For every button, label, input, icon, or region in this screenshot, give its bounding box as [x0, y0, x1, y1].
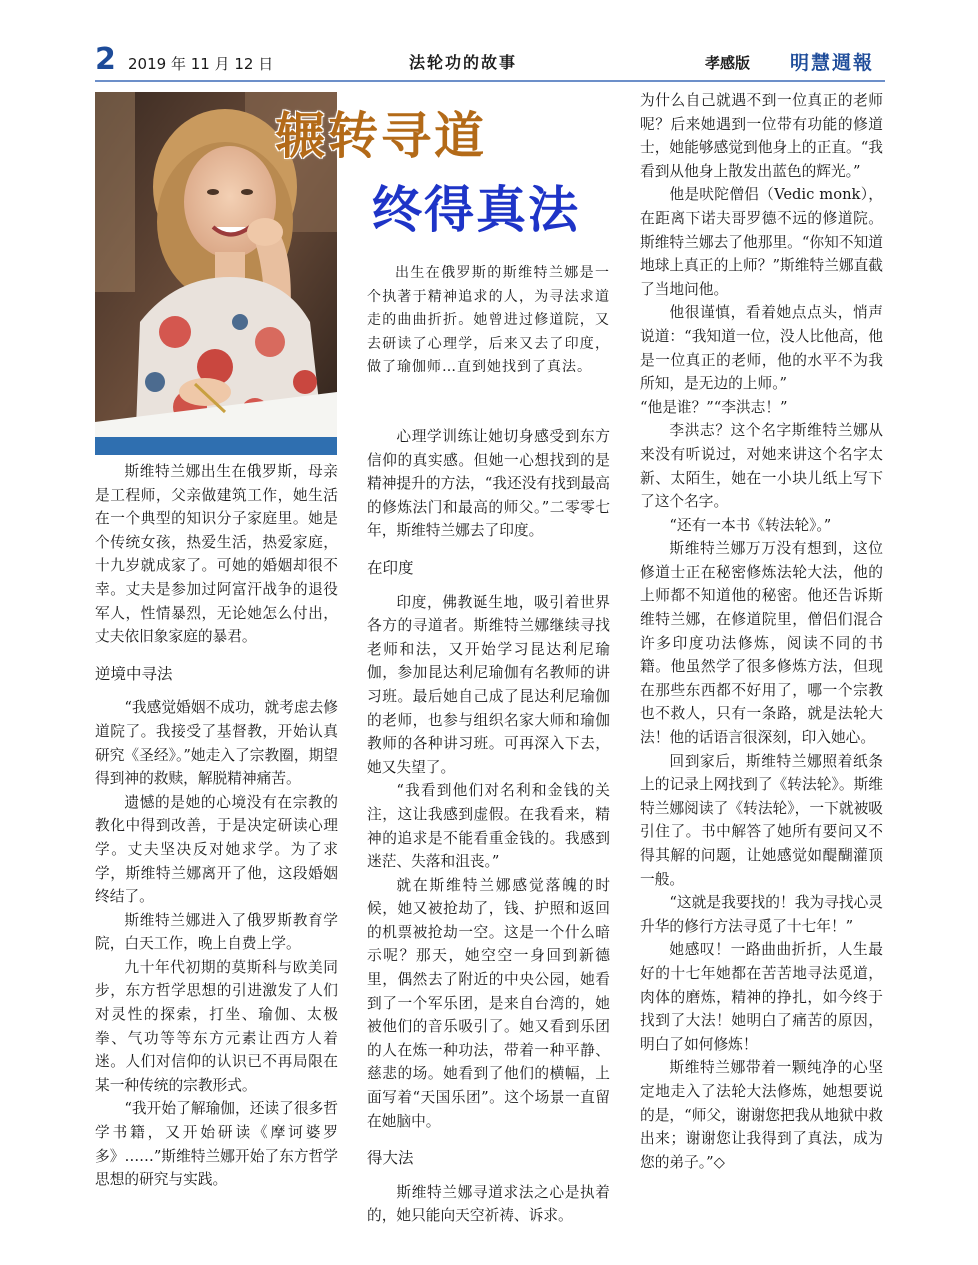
- section-title: 法轮功的故事: [409, 53, 518, 72]
- paragraph: 她感叹！一路曲曲折折，人生最好的十七年她都在苦苦地寻法觅道，肉体的磨炼，精神的挣扎，如今终于找到了大法！她明白了痛苦的原因，明白了如何修炼！: [640, 941, 883, 1053]
- paragraph: 心理学训练让她切身感受到东方信仰的真实感。但她一心想找到的是精神提升的方法，“我还没有找到最高的修炼法门和最高的师父。”二零零七年，斯维特兰娜去了印度。: [367, 428, 610, 540]
- article-title-line2: 终得真法: [372, 180, 580, 239]
- masthead: 明慧週報: [790, 52, 875, 74]
- edition-label: 孝感版: [705, 54, 751, 72]
- page-number: 2: [95, 42, 116, 77]
- paragraph: 斯维特兰娜寻道求法之心是执着的，她只能向天空祈祷、诉求。: [367, 1183, 610, 1225]
- paragraph: 斯维特兰娜万万没有想到，这位修道士正在秘密修炼法轮大法，他的上师都不知道他的秘密。他还告诉斯维特兰娜，在修道院里，僧侣们混合许多印度功法修炼，阅读不同的书籍。他虽然学了很多修炼方法，但现在那些东西都不好用了，哪一个宗教也不救人，只有一条路，就是法轮大法！他的话语言很深刻，印入她心。: [640, 540, 883, 747]
- page-header: [95, 42, 885, 78]
- issue-date: 2019 年 11 月 12 日: [128, 55, 274, 73]
- paragraph: 回到家后，斯维特兰娜照着纸条上的记录上网找到了《转法轮》。斯维特兰娜阅读了《转法轮》，一下就被吸引住了。书中解答了她所有要问又不得其解的问题，让她感觉如醍醐灌顶一般。: [640, 752, 883, 888]
- subheading: 在印度: [367, 558, 414, 577]
- paragraph: 斯维特兰娜进入了俄罗斯教育学院，白天工作，晚上自费上学。: [95, 911, 338, 953]
- paragraph: 就在斯维特兰娜感觉落魄的时候，她又被抢劫了，钱、护照和返回的机票被抢劫一空。这是一个什么暗示呢？那天，她空空一身回到新德里，偶然去了附近的中央公园，她看到了一个军乐团，是来自台湾的，她被他们的音乐吸引了。她又看到乐团的人在炼一种功法，带着一种平静、慈悲的场。她看到了他们的横幅，上面写着“天国乐团”。这个场景一直留在她脑中。: [367, 876, 610, 1130]
- paragraph: 印度，佛教诞生地，吸引着世界各方的寻道者。斯维特兰娜继续寻找老师和法，又开始学习昆达利尼瑜伽，参加昆达利尼瑜伽有名教师的讲习班。最后她自己成了昆达利尼瑜伽的老师，也参与组织名家大师和瑜伽教师的各种讲习班。可再深入下去，她又失望了。: [367, 593, 610, 776]
- paragraph: 遗憾的是她的心境没有在宗教的教化中得到改善，于是决定研读心理学。丈夫坚决反对她求学。为了求学，斯维特兰娜离开了他，这段婚姻终结了。: [95, 793, 338, 906]
- paragraph: 为什么自己就遇不到一位真正的老师呢？后来她遇到一位带有功能的修道士，她能够感觉到他身上的正直。“我看到从他身上散发出蓝色的辉光。”: [640, 92, 883, 180]
- paragraph: 他是吠陀僧侣（Vedic monk），在距离下诺夫哥罗德不远的修道院。斯维特兰娜去了他那里。“你知不知道地球上真正的上师？”斯维特兰娜直截了当地问他。: [640, 186, 883, 298]
- paragraph: “我感觉婚姻不成功，就考虑去修道院了。我接受了基督教，开始认真研究《圣经》。”她走入了宗教圈，期望得到神的救赎，解脱精神痛苦。: [95, 699, 338, 788]
- header-rule: [95, 80, 885, 82]
- paragraph: 九十年代初期的莫斯科与欧美同步，东方哲学思想的引进激发了人们对灵性的探索，打坐、瑜伽、太极拳、气功等等东方元素让西方人着迷。人们对信仰的认识已不再局限在某一种传统的宗教形式。: [95, 958, 338, 1094]
- paragraph: “还有一本书《转法轮》。”: [669, 516, 832, 534]
- paragraph: 斯维特兰娜带着一颗纯净的心坚定地走入了法轮大法修炼，她想要说的是，“师父，谢谢您把我从地狱中救出来；谢谢您让我得到了真法，成为您的弟子。”◇: [640, 1059, 883, 1171]
- column-2: [367, 425, 610, 1228]
- subheading: 得大法: [367, 1149, 414, 1168]
- subheading: 逆境中寻法: [95, 664, 173, 683]
- paragraph: 李洪志？这个名字斯维特兰娜从来没有听说过，对她来讲这个名字太新、太陌生，她在一小块儿纸上写下了这个名字。: [640, 422, 883, 511]
- paragraph: 他很谨慎，看着她点点头，悄声说道：“我知道一位，没人比他高，他是一位真正的老师，他的水平不为我所知，是无边的上师。”: [640, 304, 883, 393]
- paragraph: “我看到他们对名利和金钱的关注，这让我感到虚假。在我看来，精神的追求是不能看重金钱的。我感到迷茫、失落和沮丧。”: [367, 782, 610, 871]
- paragraph: “我开始了解瑜伽，还读了很多哲学书籍，又开始研读《摩诃婆罗多》……”斯维特兰娜开始了东方哲学思想的研究与实践。: [95, 1100, 338, 1189]
- article-title-line1: 辗转寻道: [275, 107, 487, 165]
- paragraph: 斯维特兰娜出生在俄罗斯，母亲是工程师，父亲做建筑工作，她生活在一个典型的知识分子家庭里。她是个传统女孩，热爱生活，热爱家庭，十九岁就成家了。可她的婚姻却很不幸。丈夫是参加过阿富汗战争的退役军人，性情暴烈，无论她怎么付出，丈夫依旧象家庭的暴君。: [95, 463, 338, 646]
- paragraph: “这就是我要找的！我为寻找心灵升华的修行方法寻觅了十七年！”: [640, 894, 883, 935]
- column-1: [95, 460, 338, 1192]
- paragraph: “他是谁？”“李洪志！”: [640, 398, 788, 416]
- article-lead: 出生在俄罗斯的斯维特兰娜是一个执著于精神追求的人，为寻法求道走的曲曲折折。她曾进过修道院，又去研读了心理学，后来又去了印度，做了瑜伽师…直到她找到了真法。: [367, 265, 610, 375]
- column-3: [640, 89, 883, 1174]
